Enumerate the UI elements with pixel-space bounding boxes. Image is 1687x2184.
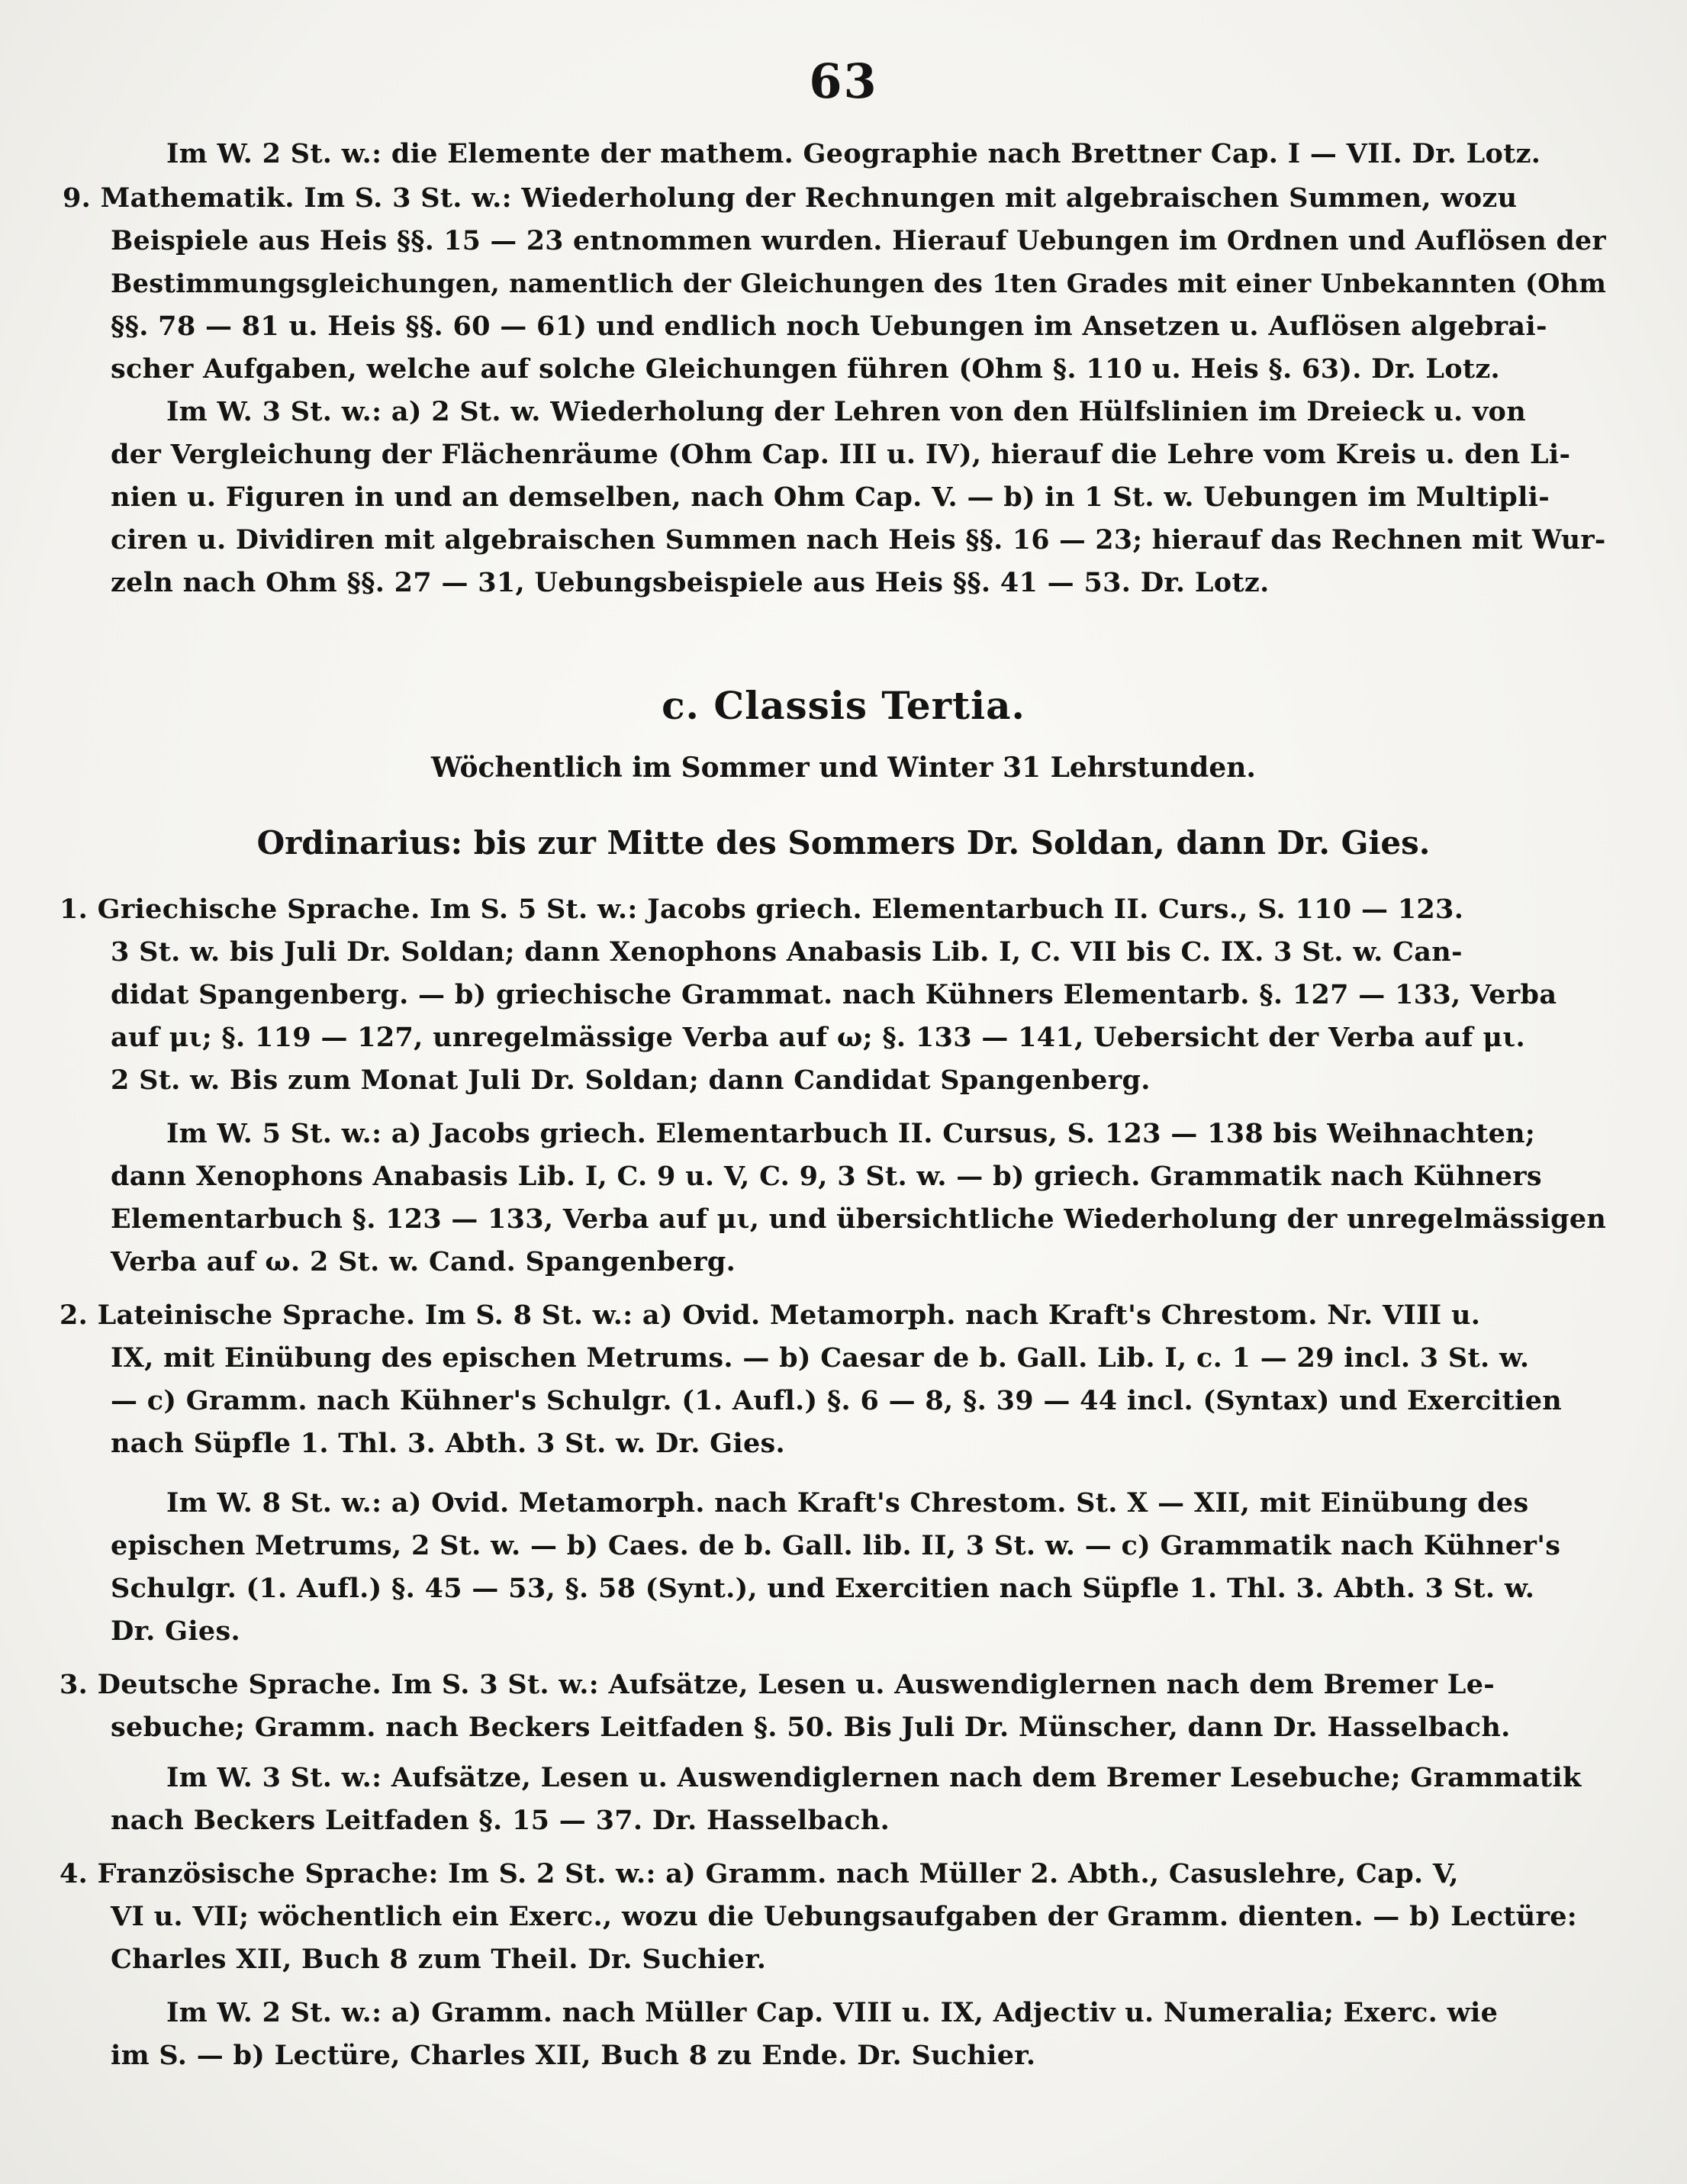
text-line: Im W. 2 St. w.: die Elemente der mathem. Geographie nach Brettner Cap. I — VII. Dr. Lotz. [166,138,1541,169]
text-line: Charles XII, Buch 8 zum Theil. Dr. Suchier. [111,1944,767,1975]
text-line: scher Aufgaben, welche auf solche Gleichungen führen (Ohm §. 110 u. Heis §. 63). Dr. Lotz. [111,353,1501,385]
text-line: Im W. 3 St. w.: a) 2 St. w. Wiederholung der Lehren von den Hülfslinien im Dreieck u. von [166,396,1526,427]
text-line: dann Xenophons Anabasis Lib. I, C. 9 u. V, C. 9, 3 St. w. — b) griech. Grammatik nach Kühners [111,1161,1542,1192]
text-line: Im W. 3 St. w.: Aufsätze, Lesen u. Auswendiglernen nach dem Bremer Lesebuche; Grammatik [166,1762,1582,1793]
text-line: nach Beckers Leitfaden §. 15 — 37. Dr. Hasselbach. [111,1805,890,1836]
text-line: Schulgr. (1. Aufl.) §. 45 — 53, §. 58 (Synt.), und Exercitien nach Süpfle 1. Thl. 3. Abth. 3 St. w. [111,1573,1535,1604]
text-line: nien u. Figuren in und an demselben, nach Ohm Cap. V. — b) in 1 St. w. Uebungen im Multipli- [111,482,1550,513]
section-heading: c. Classis Tertia. [662,683,1025,728]
page-number: 63 [809,53,878,109]
text-line: nach Süpfle 1. Thl. 3. Abth. 3 St. w. Dr. Gies. [111,1428,786,1459]
ordinarius-line: Ordinarius: bis zur Mitte des Sommers Dr. Soldan, dann Dr. Gies. [256,824,1431,862]
text-line: Dr. Gies. [111,1615,240,1647]
weekly-hours: Wöchentlich im Sommer und Winter 31 Lehrstunden. [431,752,1256,784]
text-line: Im W. 8 St. w.: a) Ovid. Metamorph. nach Kraft's Chrestom. St. X — XII, mit Einübung des [166,1487,1529,1519]
text-line: didat Spangenberg. — b) griechische Grammat. nach Kühners Elementarb. §. 127 — 133, Verba [111,979,1557,1010]
text-line: — c) Gramm. nach Kühner's Schulgr. (1. Aufl.) §. 6 — 8, §. 39 — 44 incl. (Syntax) und Exercitien [111,1385,1563,1416]
text-line: Bestimmungsgleichungen, namentlich der Gleichungen des 1ten Grades mit einer Unbekannten (Ohm [111,269,1607,298]
text-line: der Vergleichung der Flächenräume (Ohm Cap. III u. IV), hierauf die Lehre vom Kreis u. den Li- [111,439,1571,470]
text-line: 2 St. w. Bis zum Monat Juli Dr. Soldan; dann Candidat Spangenberg. [111,1065,1151,1096]
text-line: epischen Metrums, 2 St. w. — b) Caes. de b. Gall. lib. II, 3 St. w. — c) Grammatik nach Kühner's [111,1530,1561,1561]
text-line: 3. Deutsche Sprache. Im S. 3 St. w.: Aufsätze, Lesen u. Auswendiglernen nach dem Bremer Le- [60,1669,1495,1700]
text-line: 1. Griechische Sprache. Im S. 5 St. w.: Jacobs griech. Elementarbuch II. Curs., S. 110 — 123. [60,894,1464,925]
text-line: auf μι; §. 119 — 127, unregelmässige Verba auf ω; §. 133 — 141, Uebersicht der Verba auf μι. [111,1022,1525,1053]
text-line: 4. Französische Sprache: Im S. 2 St. w.: a) Gramm. nach Müller 2. Abth., Casuslehre, Cap. V, [60,1858,1459,1889]
text-line: 2. Lateinische Sprache. Im S. 8 St. w.: a) Ovid. Metamorph. nach Kraft's Chrestom. Nr. VIII u. [60,1300,1481,1331]
text-line: im S. — b) Lectüre, Charles XII, Buch 8 zu Ende. Dr. Suchier. [111,2040,1036,2071]
text-line: sebuche; Gramm. nach Beckers Leitfaden §. 50. Bis Juli Dr. Münscher, dann Dr. Hasselbach. [111,1712,1511,1743]
text-line: Verba auf ω. 2 St. w. Cand. Spangenberg. [111,1246,736,1277]
text-line: Elementarbuch §. 123 — 133, Verba auf μι, und übersichtliche Wiederholung der unregelmässigen [111,1203,1607,1235]
text-line: 3 St. w. bis Juli Dr. Soldan; dann Xenophons Anabasis Lib. I, C. VII bis C. IX. 3 St. w. Can- [111,936,1463,968]
text-line: IX, mit Einübung des epischen Metrums. — b) Caesar de b. Gall. Lib. I, c. 1 — 29 incl. 3 St. w. [111,1342,1530,1374]
text-line: Im W. 5 St. w.: a) Jacobs griech. Elementarbuch II. Cursus, S. 123 — 138 bis Weihnachten; [166,1118,1536,1149]
text-line: VI u. VII; wöchentlich ein Exerc., wozu die Uebungsaufgaben der Gramm. dienten. — b) Lectüre: [111,1901,1578,1932]
text-line: Im W. 2 St. w.: a) Gramm. nach Müller Cap. VIII u. IX, Adjectiv u. Numeralia; Exerc. wie [166,1997,1499,2028]
text-line: ciren u. Dividiren mit algebraischen Summen nach Heis §§. 16 — 23; hierauf das Rechnen mit Wur- [111,524,1606,556]
text-line: 9. Mathematik. Im S. 3 St. w.: Wiederholung der Rechnungen mit algebraischen Summen, wozu [63,182,1518,214]
text-line: zeln nach Ohm §§. 27 — 31, Uebungsbeispiele aus Heis §§. 41 — 53. Dr. Lotz. [111,567,1270,598]
text-line: §§. 78 — 81 u. Heis §§. 60 — 61) und endlich noch Uebungen im Ansetzen u. Auflösen algebrai- [111,311,1547,342]
text-line: Beispiele aus Heis §§. 15 — 23 entnommen wurden. Hierauf Uebungen im Ordnen und Auflösen der [111,225,1606,256]
